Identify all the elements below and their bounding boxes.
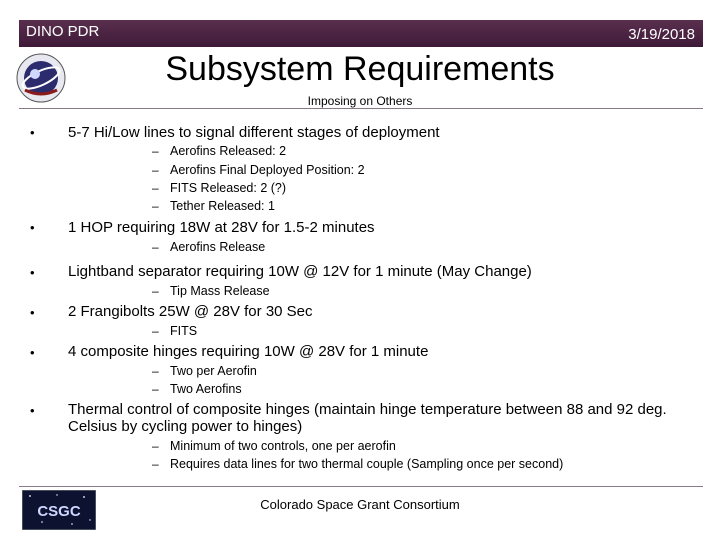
- footer-divider: [19, 486, 703, 487]
- sub-dash: –: [152, 240, 159, 254]
- sub-item: Tether Released: 1: [170, 199, 275, 213]
- sub-dash: –: [152, 144, 159, 158]
- sub-item: Aerofins Final Deployed Position: 2: [170, 163, 365, 177]
- sub-item: Two Aerofins: [170, 382, 242, 396]
- bullet-marker: •: [30, 125, 35, 140]
- bullet-marker: •: [30, 265, 35, 280]
- header-bar: [19, 20, 703, 47]
- sub-dash: –: [152, 284, 159, 298]
- page-title: Subsystem Requirements: [165, 50, 555, 88]
- sub-item: Two per Aerofin: [170, 364, 257, 378]
- sub-item: Minimum of two controls, one per aerofin: [170, 439, 396, 453]
- bullet-item: 1 HOP requiring 18W at 28V for 1.5-2 minutes: [68, 219, 375, 236]
- title-divider: [19, 108, 703, 109]
- header-date: 3/19/2018: [628, 26, 695, 43]
- bullet-marker: •: [30, 403, 35, 418]
- bullet-marker: •: [30, 345, 35, 360]
- sub-item: Aerofins Release: [170, 240, 266, 254]
- bullet-item: 2 Frangibolts 25W @ 28V for 30 Sec: [68, 303, 313, 320]
- sub-dash: –: [152, 181, 159, 195]
- sub-item: Requires data lines for two thermal couple (Sampling once per second): [170, 457, 564, 471]
- sub-dash: –: [152, 364, 159, 378]
- sub-item: Aerofins Released: 2: [170, 144, 287, 158]
- sub-item: FITS Released: 2 (?): [170, 181, 287, 195]
- logo-text: CSGC: [37, 503, 81, 520]
- sub-dash: –: [152, 324, 159, 338]
- sub-dash: –: [152, 439, 159, 453]
- sub-dash: –: [152, 163, 159, 177]
- footer-text: Colorado Space Grant Consortium: [260, 497, 460, 512]
- sub-item: Tip Mass Release: [170, 284, 270, 298]
- bullet-item: 4 composite hinges requiring 10W @ 28V for 1 minute: [68, 343, 429, 360]
- header-org: DINO PDR: [26, 23, 100, 40]
- sub-item: FITS: [170, 324, 198, 338]
- page-subtitle: Imposing on Others: [307, 94, 413, 108]
- bullet-item: Thermal control of composite hinges (maintain hinge temperature between 88 and 92 deg. Celsius by cycling power to hinges): [68, 401, 667, 435]
- bullet-item: Lightband separator requiring 10W @ 12V for 1 minute (May Change): [68, 263, 532, 280]
- bullet-marker: •: [30, 220, 35, 235]
- sub-dash: –: [152, 199, 159, 213]
- bullet-marker: •: [30, 305, 35, 320]
- sub-dash: –: [152, 382, 159, 396]
- bullet-item: 5-7 Hi/Low lines to signal different stages of deployment: [68, 124, 440, 141]
- sub-dash: –: [152, 457, 159, 471]
